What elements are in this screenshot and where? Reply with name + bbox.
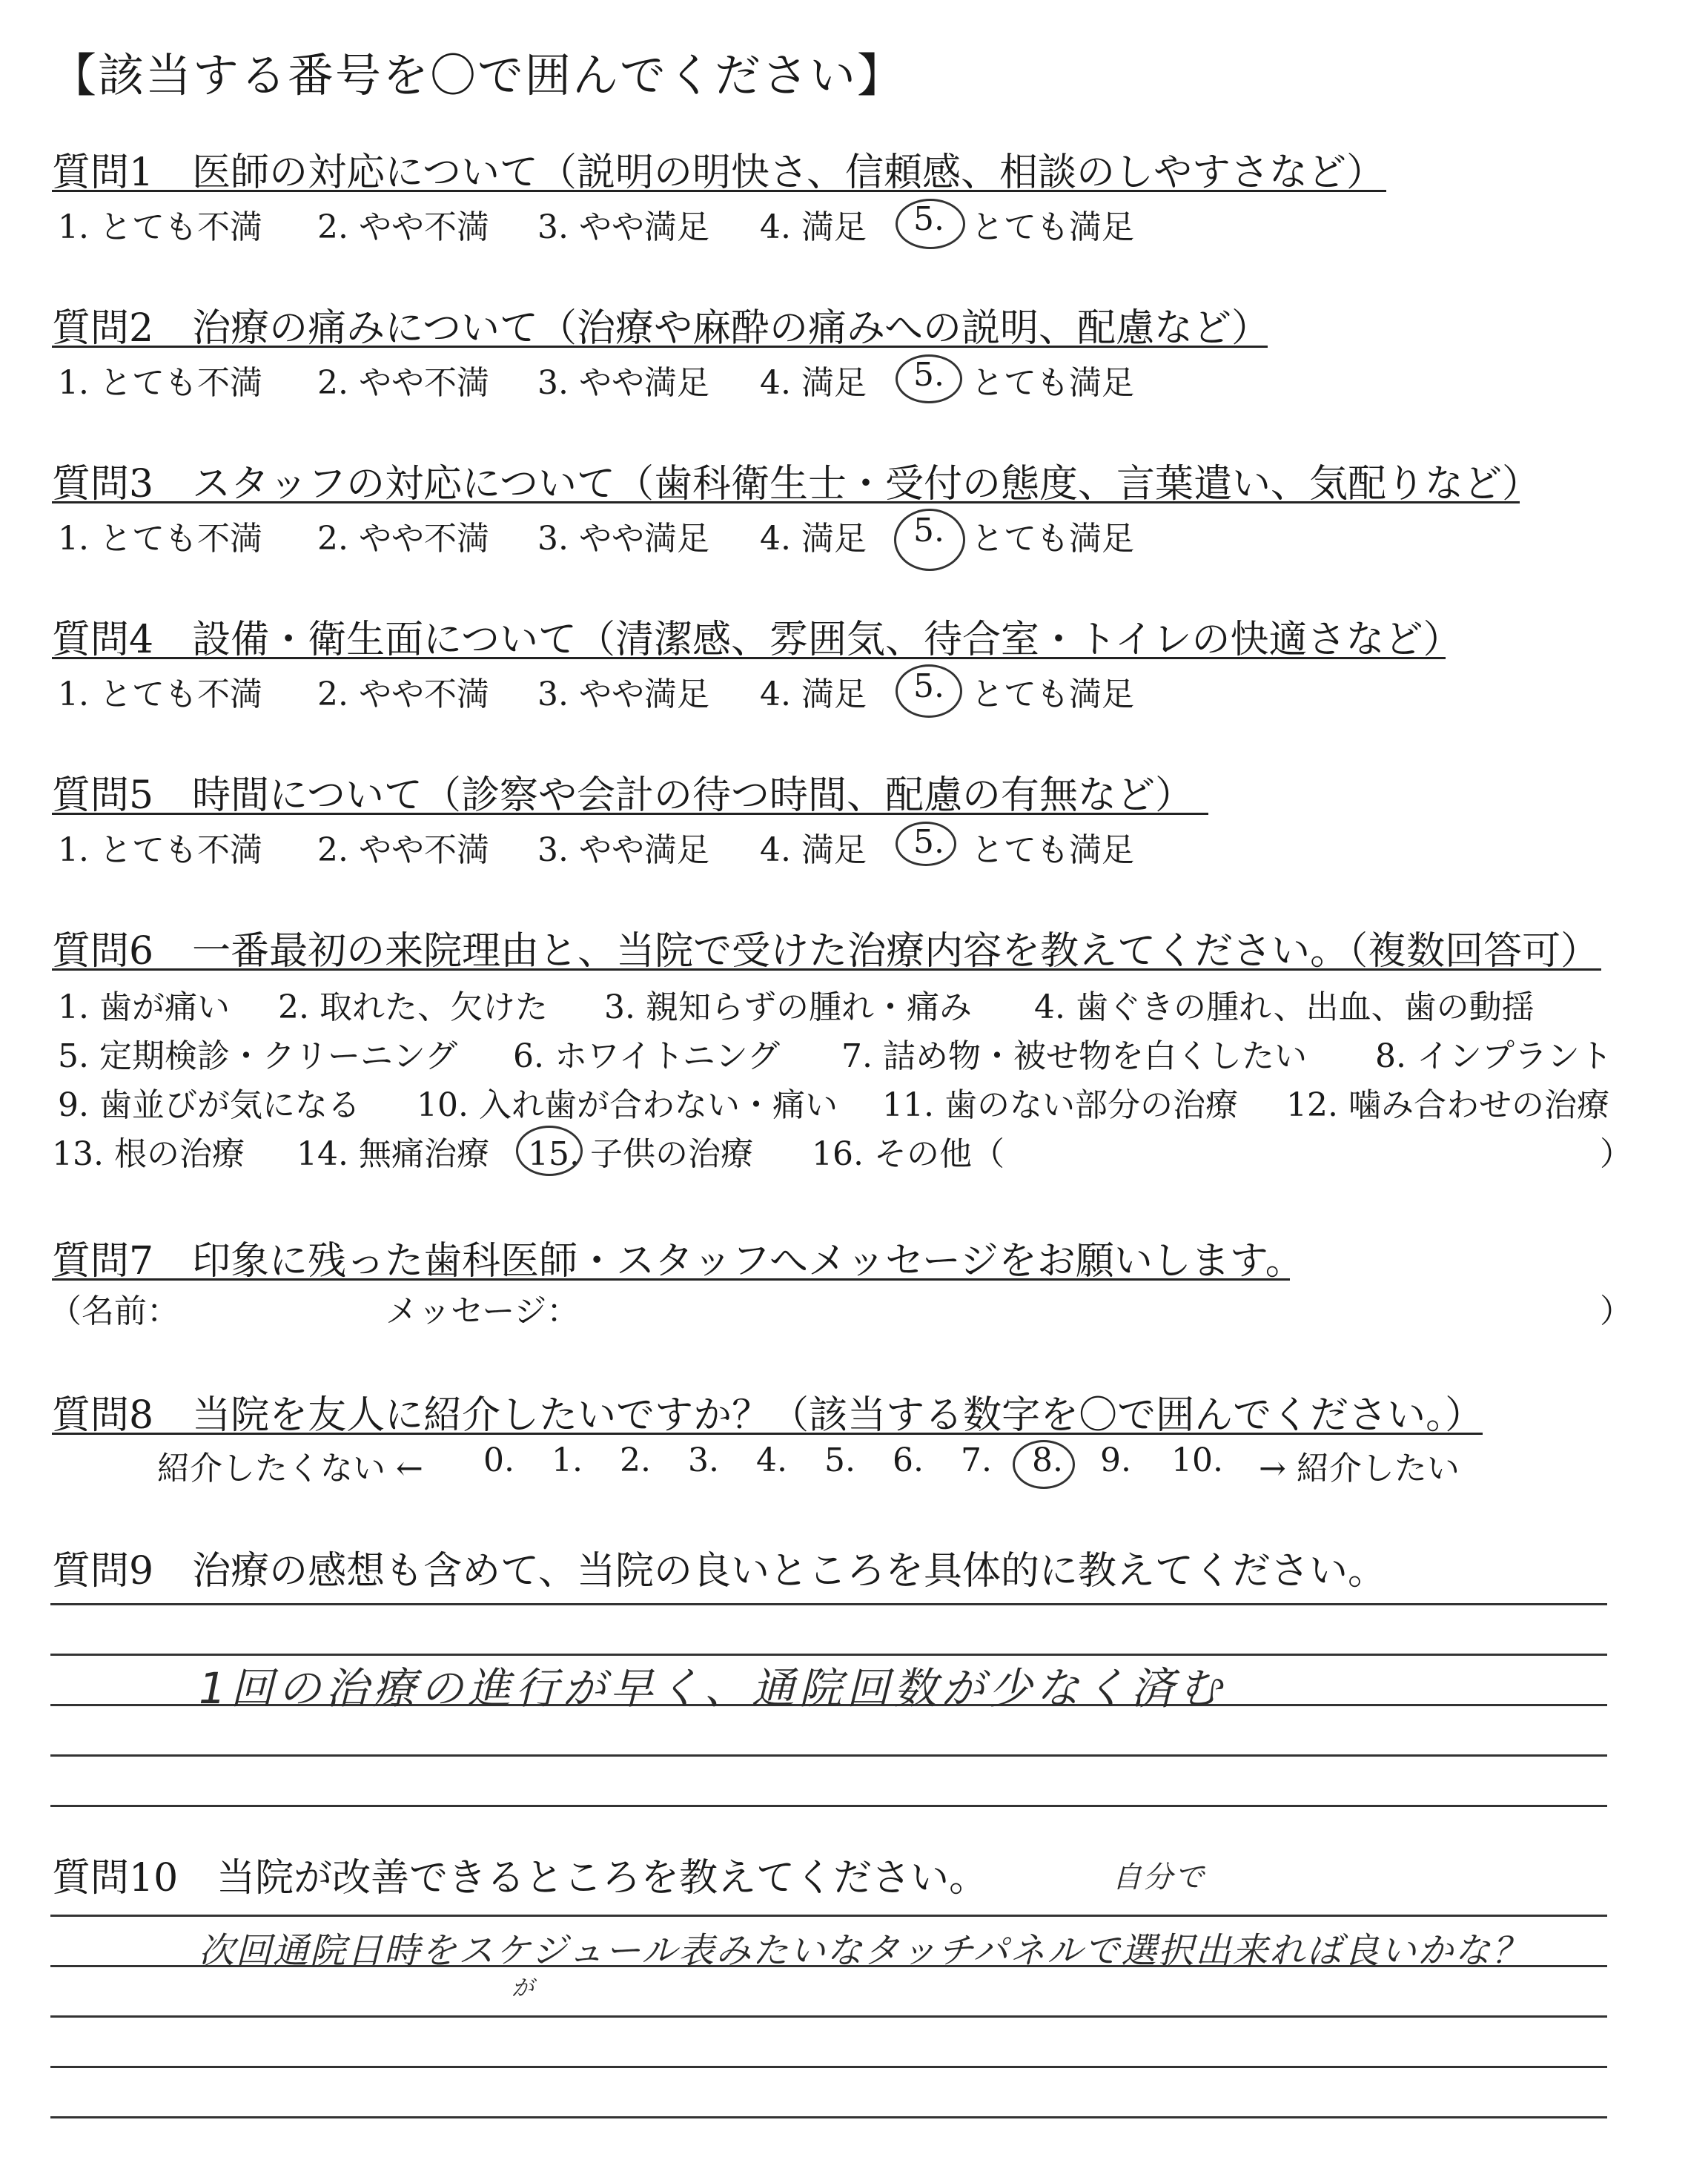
question-1-heading: 質問1 医師の対応について（説明の明快さ、信頼感、相談のしやすさなど） <box>52 151 1385 195</box>
q6-option-1[interactable]: 1. 歯が痛い <box>58 988 230 1026</box>
q6-option-13[interactable]: 13. 根の治療 <box>52 1135 245 1173</box>
q3-option-5-label: とても満足 <box>971 520 1134 558</box>
q3-option-4[interactable]: 4. 満足 <box>760 520 867 558</box>
q4-option-4[interactable]: 4. 満足 <box>760 676 867 713</box>
q4-option-5-label: とても満足 <box>971 676 1134 713</box>
q8-option-0[interactable]: 0. <box>483 1441 514 1479</box>
q5-option-1[interactable]: 1. とても不満 <box>58 831 262 869</box>
q6-other-close-paren: ） <box>1600 1135 1632 1173</box>
q3-option-3[interactable]: 3. やや満足 <box>537 520 709 558</box>
q7-close-paren: ） <box>1600 1292 1632 1330</box>
q6-option-4[interactable]: 4. 歯ぐきの腫れ、出血、歯の動揺 <box>1034 988 1535 1026</box>
q6-option-8[interactable]: 8. インプラント <box>1375 1037 1612 1075</box>
q5-option-3[interactable]: 3. やや満足 <box>537 831 709 869</box>
question-2-underline <box>52 346 1268 348</box>
q4-option-3[interactable]: 3. やや満足 <box>537 676 709 713</box>
question-3-underline <box>52 501 1520 503</box>
q8-right-label: → 紹介したい <box>1259 1450 1460 1487</box>
q2-option-2[interactable]: 2. やや不満 <box>317 364 489 402</box>
question-6-heading: 質問6 一番最初の来院理由と、当院で受けた治療内容を教えてください。（複数回答可） <box>52 929 1600 974</box>
q6-option-6[interactable]: 6. ホワイトニング <box>513 1037 781 1075</box>
question-8-underline <box>52 1433 1483 1435</box>
q2-option-3[interactable]: 3. やや満足 <box>537 364 709 402</box>
q3-option-2[interactable]: 2. やや不満 <box>317 520 489 558</box>
q8-left-label: 紹介したくない ← <box>157 1450 423 1487</box>
q1-option-3[interactable]: 3. やや満足 <box>537 208 709 246</box>
q3-option-1[interactable]: 1. とても不満 <box>58 520 262 558</box>
q6-option-10[interactable]: 10. 入れ歯が合わない・痛い <box>417 1086 838 1124</box>
q5-option-5[interactable]: 5. <box>913 823 944 861</box>
question-6-underline <box>52 968 1601 971</box>
q5-option-5-label: とても満足 <box>971 831 1134 869</box>
q6-option-2[interactable]: 2. 取れた、欠けた <box>278 988 548 1026</box>
q6-option-3[interactable]: 3. 親知らずの腫れ・痛み <box>604 988 972 1026</box>
form-title: 【該当する番号を〇で囲んでください】 <box>50 48 905 102</box>
question-10-heading: 質問10 当院が改善できるところを教えてください。 <box>52 1856 988 1900</box>
q6-option-11[interactable]: 11. 歯のない部分の治療 <box>882 1086 1238 1124</box>
q5-selection-circle <box>896 822 956 866</box>
q2-option-1[interactable]: 1. とても不満 <box>58 364 262 402</box>
q1-option-5[interactable]: 5. <box>913 200 944 238</box>
q10-answer-line-1 <box>50 1915 1607 1917</box>
q4-option-2[interactable]: 2. やや不満 <box>317 676 489 713</box>
question-9-heading: 質問9 治療の感想も含めて、当院の良いところを具体的に教えてください。 <box>52 1549 1387 1593</box>
q6-option-12[interactable]: 12. 噛み合わせの治療 <box>1286 1086 1609 1124</box>
question-5-heading: 質問5 時間について（診察や会計の待つ時間、配慮の有無など） <box>52 773 1194 818</box>
q6-selection-circle <box>516 1126 583 1176</box>
q8-option-5[interactable]: 5. <box>824 1441 855 1479</box>
q1-selection-circle <box>896 199 965 249</box>
question-7-heading: 質問7 印象に残った歯科医師・スタッフへメッセージをお願いします。 <box>52 1239 1304 1284</box>
q10-answer-line-5 <box>50 2116 1607 2118</box>
q9-handwritten-answer[interactable]: 1回の治療の進行が早く、通院回数が少なく済む <box>199 1663 1226 1714</box>
q6-option-16[interactable]: 16. その他（ <box>812 1135 1004 1173</box>
question-5-underline <box>52 813 1208 815</box>
question-2-heading: 質問2 治療の痛みについて（治療や麻酔の痛みへの説明、配慮など） <box>52 306 1271 351</box>
q5-option-2[interactable]: 2. やや不満 <box>317 831 489 869</box>
q10-handwritten-answer[interactable]: 次回通院日時をスケジュール表みたいなタッチパネルで選択出来れば良いかな？ <box>199 1930 1529 1972</box>
q7-name-label: （名前： <box>49 1292 179 1330</box>
question-1-underline <box>52 190 1386 192</box>
q6-option-14[interactable]: 14. 無痛治療 <box>297 1135 489 1173</box>
q3-option-5[interactable]: 5. <box>913 512 944 549</box>
q2-selection-circle <box>896 354 962 403</box>
question-4-underline <box>52 657 1446 659</box>
q3-selection-circle <box>894 509 965 571</box>
q10-answer-line-3 <box>50 2015 1607 2018</box>
q8-option-10[interactable]: 10. <box>1171 1441 1223 1479</box>
q7-message-label: メッセージ： <box>385 1292 580 1330</box>
q8-option-1[interactable]: 1. <box>552 1441 583 1479</box>
q6-option-9[interactable]: 9. 歯並びが気になる <box>58 1086 360 1124</box>
q1-option-1[interactable]: 1. とても不満 <box>58 208 262 246</box>
question-4-heading: 質問4 設備・衛生面について（清潔感、雰囲気、待合室・トイレの快適さなど） <box>52 618 1462 662</box>
q9-answer-line-4 <box>50 1754 1607 1757</box>
q8-option-6[interactable]: 6. <box>893 1441 924 1479</box>
question-8-heading: 質問8 当院を友人に紹介したいですか？（該当する数字を〇で囲んでください。） <box>52 1393 1484 1438</box>
q9-answer-line-5 <box>50 1805 1607 1807</box>
question-7-underline <box>52 1278 1290 1281</box>
q6-option-5[interactable]: 5. 定期検診・クリーニング <box>58 1037 458 1075</box>
q10-handwritten-insert-below: が <box>512 1975 538 2001</box>
q8-selection-circle <box>1013 1440 1075 1489</box>
q6-option-7[interactable]: 7. 詰め物・被せ物を白くしたい <box>841 1037 1307 1075</box>
q8-option-9[interactable]: 9. <box>1100 1441 1131 1479</box>
q2-option-4[interactable]: 4. 満足 <box>760 364 867 402</box>
question-3-heading: 質問3 スタッフの対応について（歯科衛生士・受付の態度、言葉遣い、気配りなど） <box>52 462 1541 506</box>
q4-option-1[interactable]: 1. とても不満 <box>58 676 262 713</box>
q9-answer-line-1 <box>50 1603 1607 1605</box>
q8-option-3[interactable]: 3. <box>688 1441 719 1479</box>
q4-selection-circle <box>896 664 962 718</box>
q1-option-2[interactable]: 2. やや不満 <box>317 208 489 246</box>
q10-handwritten-insert-above: 自分で <box>1112 1860 1205 1895</box>
q6-option-15[interactable]: 15. 子供の治療 <box>528 1135 753 1173</box>
q1-option-5-label: とても満足 <box>971 208 1134 246</box>
q8-option-7[interactable]: 7. <box>961 1441 992 1479</box>
q4-option-5[interactable]: 5. <box>913 667 944 705</box>
q1-option-4[interactable]: 4. 満足 <box>760 208 867 246</box>
q10-answer-line-4 <box>50 2066 1607 2068</box>
q5-option-4[interactable]: 4. 満足 <box>760 831 867 869</box>
q2-option-5-label: とても満足 <box>971 364 1134 402</box>
q8-option-2[interactable]: 2. <box>620 1441 651 1479</box>
q2-option-5[interactable]: 5. <box>913 356 944 394</box>
q8-option-8[interactable]: 8. <box>1032 1441 1063 1479</box>
q8-option-4[interactable]: 4. <box>756 1441 787 1479</box>
